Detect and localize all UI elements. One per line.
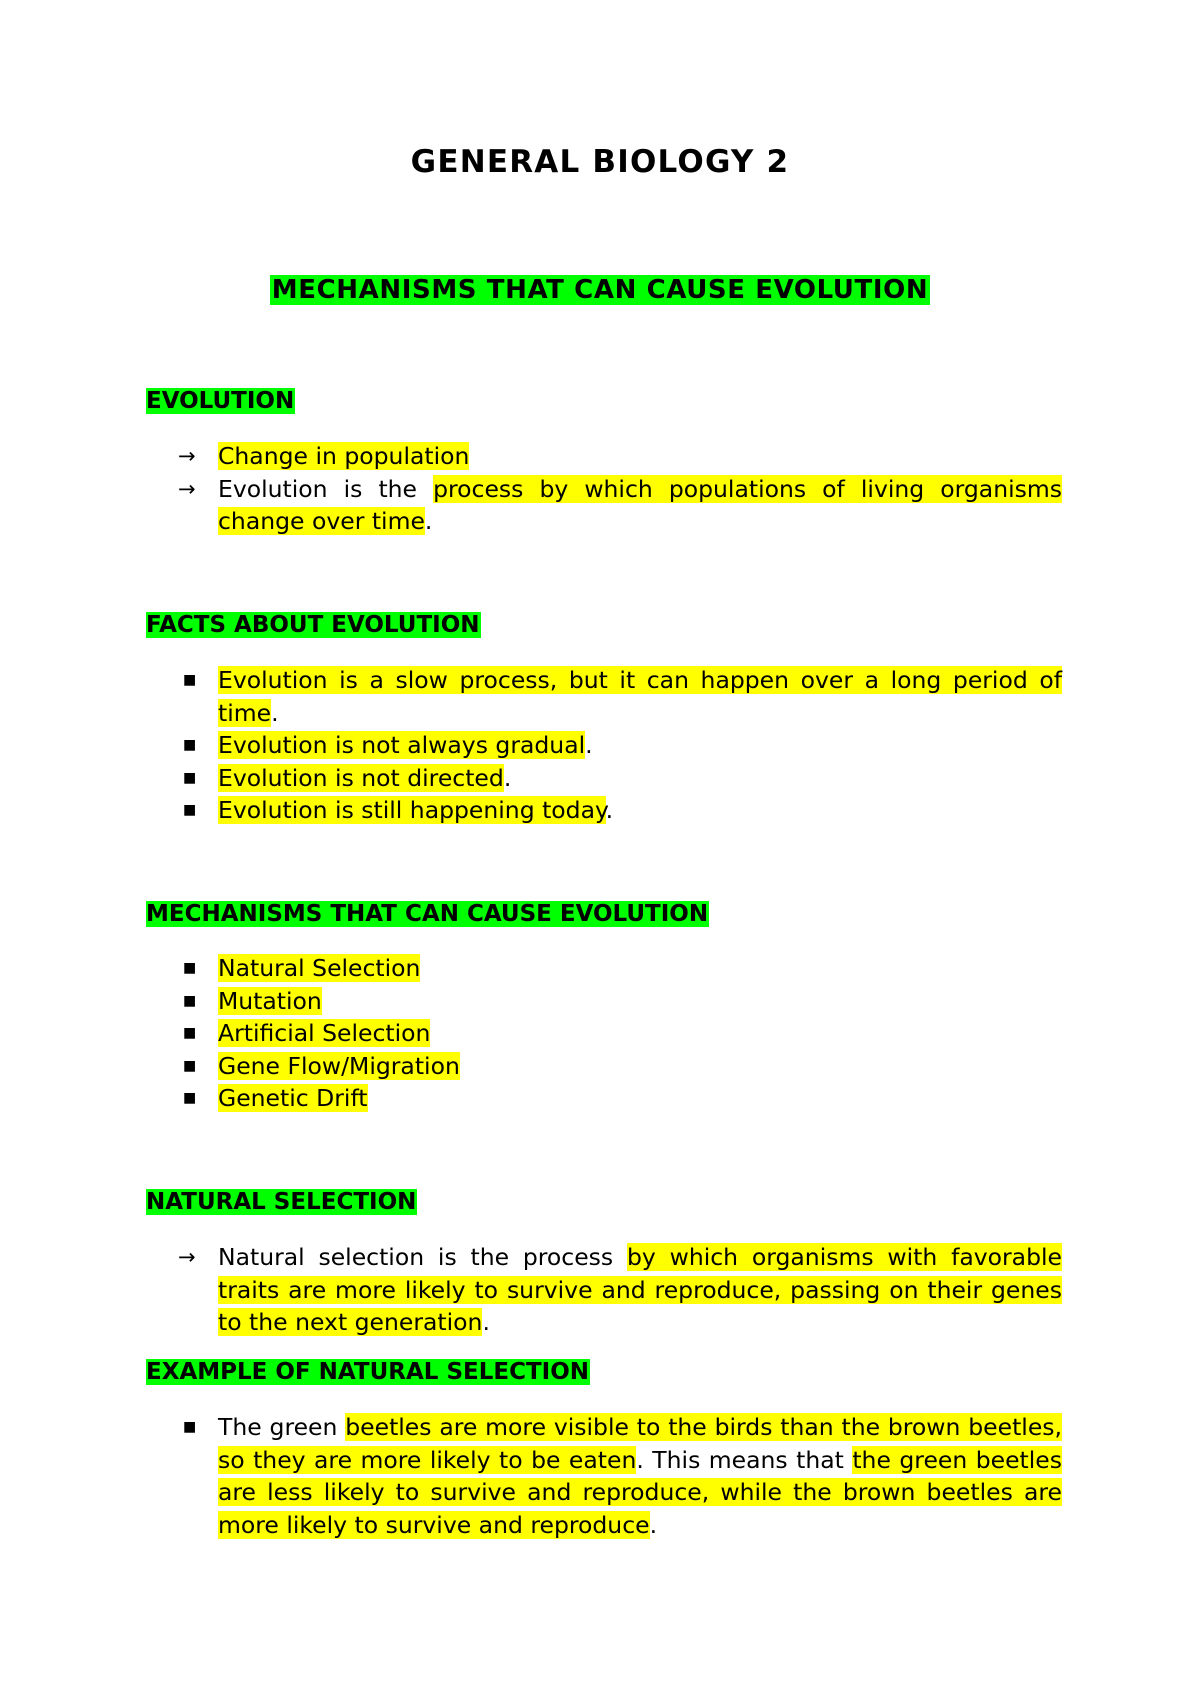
mechanisms-list xyxy=(146,952,1062,1115)
heading-text: NATURAL SELECTION xyxy=(146,1189,417,1215)
item-text: Evolution is the xyxy=(218,474,434,503)
arrow-bullet-icon: → xyxy=(178,476,196,501)
item-text: . xyxy=(585,731,593,759)
heading-text: EXAMPLE OF NATURAL SELECTION xyxy=(146,1359,590,1385)
list-item xyxy=(146,762,1062,795)
list-item xyxy=(146,1241,1062,1339)
section-heading-mechanisms xyxy=(146,899,709,930)
square-bullet-icon: ■ xyxy=(183,1057,197,1074)
list-item xyxy=(146,985,1062,1018)
item-text: . xyxy=(503,763,512,792)
item-highlight: Artificial Selection xyxy=(218,1019,431,1047)
square-bullet-icon: ■ xyxy=(183,1025,197,1041)
item-text: . xyxy=(605,796,614,824)
item-highlight: Genetic Drift xyxy=(218,1084,368,1112)
item-text: Natural selection is the process xyxy=(218,1243,627,1271)
item-text: . xyxy=(482,1308,490,1336)
list-item xyxy=(146,1082,1062,1115)
item-text: The green xyxy=(218,1413,346,1441)
square-bullet-icon: ■ xyxy=(183,992,197,1009)
section-heading-example xyxy=(146,1357,590,1388)
subtitle-wrap xyxy=(0,272,1200,308)
item-highlight: Evolution is a slow process, but it can happen over a long period of time xyxy=(218,666,1062,727)
section-heading-facts xyxy=(146,610,481,641)
document-title: GENERAL BIOLOGY 2 xyxy=(410,144,790,180)
item-highlight: by which organisms with favorable traits are more likely to survive and reproduce, passing on their genes to the next generation xyxy=(218,1243,1062,1336)
arrow-bullet-icon: → xyxy=(178,444,196,468)
square-bullet-icon: ■ xyxy=(183,737,197,753)
square-bullet-icon: ■ xyxy=(183,1090,197,1106)
item-highlight: Natural Selection xyxy=(218,954,421,982)
item-highlight: Evolution is still happening today xyxy=(218,796,606,824)
square-bullet-icon: ■ xyxy=(183,769,197,786)
example-list xyxy=(146,1411,1062,1541)
item-text: . xyxy=(271,698,279,727)
list-item xyxy=(146,473,1062,538)
item-highlight: process by which populations of living organisms change over time xyxy=(218,474,1062,535)
item-highlight: beetles are more visible to the birds than the brown beetles, so they are more likely to be eaten xyxy=(218,1413,1062,1474)
square-bullet-icon: ■ xyxy=(183,802,197,818)
list-item xyxy=(146,952,1062,985)
evolution-list xyxy=(146,440,1062,538)
list-item xyxy=(146,1017,1062,1050)
item-text: Change in population xyxy=(218,442,470,470)
list-item xyxy=(146,729,1062,762)
list-item xyxy=(146,794,1062,827)
square-bullet-icon: ■ xyxy=(183,672,197,688)
list-item xyxy=(146,664,1062,729)
item-highlight: Evolution is not always gradual xyxy=(218,731,586,759)
natural-selection-list xyxy=(146,1241,1062,1339)
document-subtitle: MECHANISMS THAT CAN CAUSE EVOLUTION xyxy=(271,275,929,305)
item-highlight: Gene Flow/Migration xyxy=(218,1051,460,1080)
item-text: . This means that xyxy=(636,1445,853,1474)
item-highlight: Evolution is not directed xyxy=(218,763,504,792)
heading-text: MECHANISMS THAT CAN CAUSE EVOLUTION xyxy=(146,901,709,927)
item-highlight: the green beetles are less likely to survive and reproduce, while the brown beetles are more likely to survive and reproduce xyxy=(218,1445,1062,1539)
section-heading-natural-selection xyxy=(146,1187,417,1218)
heading-text: FACTS ABOUT EVOLUTION xyxy=(146,612,480,638)
arrow-bullet-icon: → xyxy=(178,1245,196,1269)
item-highlight: Mutation xyxy=(218,986,322,1015)
square-bullet-icon: ■ xyxy=(183,960,197,976)
list-item xyxy=(146,1050,1062,1083)
section-heading-evolution xyxy=(146,386,295,417)
facts-list xyxy=(146,664,1062,827)
item-text: . xyxy=(424,507,433,535)
list-item xyxy=(146,1411,1062,1541)
item-text: . xyxy=(649,1510,658,1539)
heading-text: EVOLUTION xyxy=(146,388,295,414)
square-bullet-icon: ■ xyxy=(183,1419,197,1435)
list-item xyxy=(146,440,1062,473)
